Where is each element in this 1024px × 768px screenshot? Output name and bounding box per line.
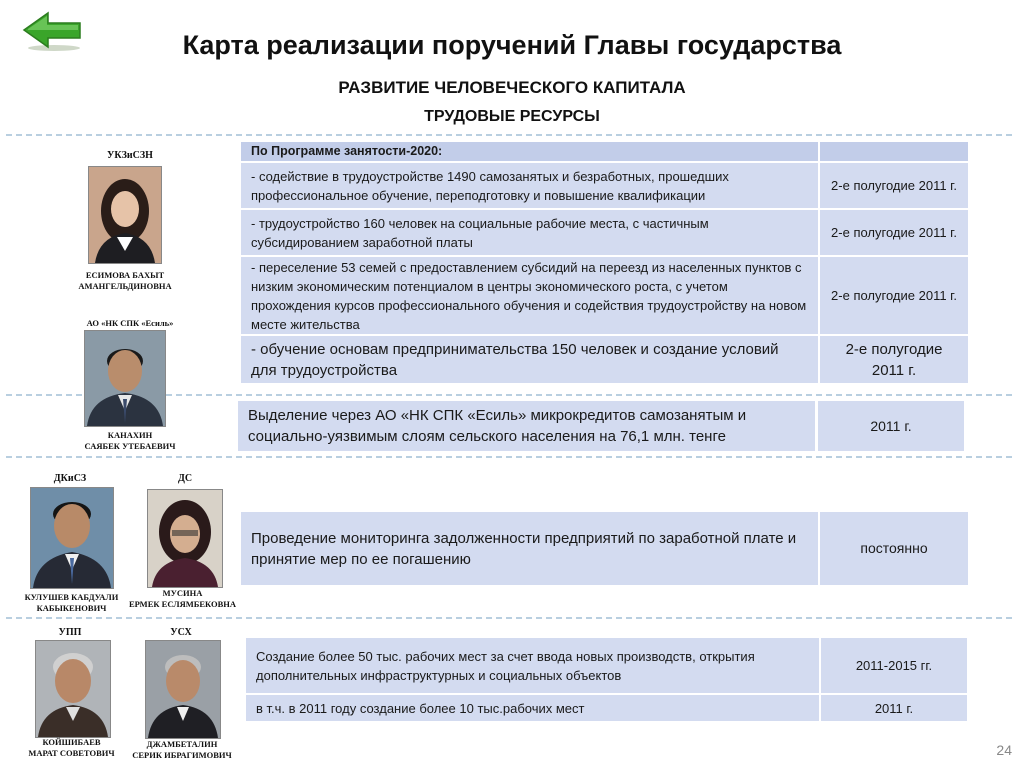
person-photo (30, 487, 114, 589)
table-header-empty (820, 142, 968, 161)
table-row: - содействие в трудоустройстве 1490 самозанятых и безработных, прошедших профессиональное обучение, переподготовку и повышение квалификации (241, 163, 818, 208)
person-photo-icon (146, 641, 220, 738)
person-name: КАНАХИН САЯБЕК УТЕБАЕВИЧ (84, 430, 176, 451)
person-name: ДЖАМБЕТАЛИН СЕРИК ИБРАГИМОВИЧ (132, 739, 232, 760)
person-name: КУЛУШЕВ КАБДУАЛИ КАБЫКЕНОВИЧ (24, 592, 119, 613)
table-row: Выделение через АО «НК СПК «Есиль» микрокредитов самозанятым и социально-уязвимым слоям сельского населения на 76,1 млн. тенге (238, 401, 815, 451)
table-cell-date: 2011-2015 гг. (821, 638, 967, 693)
separator-line (6, 456, 1012, 458)
table-row: Проведение мониторинга задолженности предприятий по заработной плате и принятие мер по ее погашению (241, 512, 818, 585)
person-photo (145, 640, 221, 739)
table-cell-date: 2-е полугодие 2011 г. (820, 163, 968, 208)
table-header: По Программе занятости-2020: (241, 142, 818, 161)
table-cell-date: 2-е полугодие 2011 г. (820, 210, 968, 255)
separator-line (6, 617, 1012, 619)
person-photo-icon (148, 490, 222, 587)
person-photo-icon (85, 331, 165, 426)
table-cell-date: 2011 г. (821, 695, 967, 721)
table-cell-date: 2-е полугодие 2011 г. (820, 257, 968, 334)
table-row: Создание более 50 тыс. рабочих мест за счет ввода новых производств, открытия дополнительных инфраструктурных и социальных объектов (246, 638, 819, 693)
table-row: - трудоустройство 160 человек на социальные рабочие места, с частичным субсидированием заработной платы (241, 210, 818, 255)
person-name: ЕСИМОВА БАХЫТ АМАНГЕЛЬДИНОВНА (78, 270, 172, 291)
table-row: - переселение 53 семей с предоставлением субсидий на переезд из населенных пунктов с низким экономическим потенциалом в центры экономического роста, с учетом прохождения курсов профессионального обучения и содействия трудоустройству на новом месте жительства (241, 257, 818, 334)
person-photo-icon (36, 641, 110, 737)
person-photo (84, 330, 166, 427)
subsection-title: ТРУДОВЫЕ РЕСУРСЫ (424, 108, 600, 125)
table-row: в т.ч. в 2011 году создание более 10 тыс.рабочих мест (246, 695, 819, 721)
org-label: УПП (58, 627, 82, 638)
org-label: ДС (177, 473, 193, 484)
table-cell-date: постоянно (820, 512, 968, 585)
person-photo (88, 166, 162, 264)
org-label: АО «НК СПК «Есиль» (86, 318, 174, 328)
page-title: Карта реализации поручений Главы государства (182, 30, 842, 60)
section-title: РАЗВИТИЕ ЧЕЛОВЕЧЕСКОГО КАПИТАЛА (338, 78, 686, 97)
org-label: УКЗиСЗН (107, 150, 153, 161)
person-photo-icon (31, 488, 113, 588)
table-cell-date: 2-е полугодие 2011 г. (820, 336, 968, 383)
person-photo-icon (89, 167, 161, 263)
person-photo (35, 640, 111, 738)
person-name: КОЙШИБАЕВ МАРАТ СОВЕТОВИЧ (28, 737, 115, 758)
org-label: ДКиСЗ (53, 473, 87, 484)
table-cell-date: 2011 г. (818, 401, 964, 451)
table-row: - обучение основам предпринимательства 150 человек и создание условий для трудоустройства (241, 336, 818, 383)
separator-line (6, 134, 1012, 136)
org-label: УСХ (170, 627, 192, 638)
page-number: 24 (996, 742, 1012, 758)
person-name: МУСИНА ЕРМЕК ЕСЛЯМБЕКОВНА (128, 588, 237, 609)
person-photo (147, 489, 223, 588)
